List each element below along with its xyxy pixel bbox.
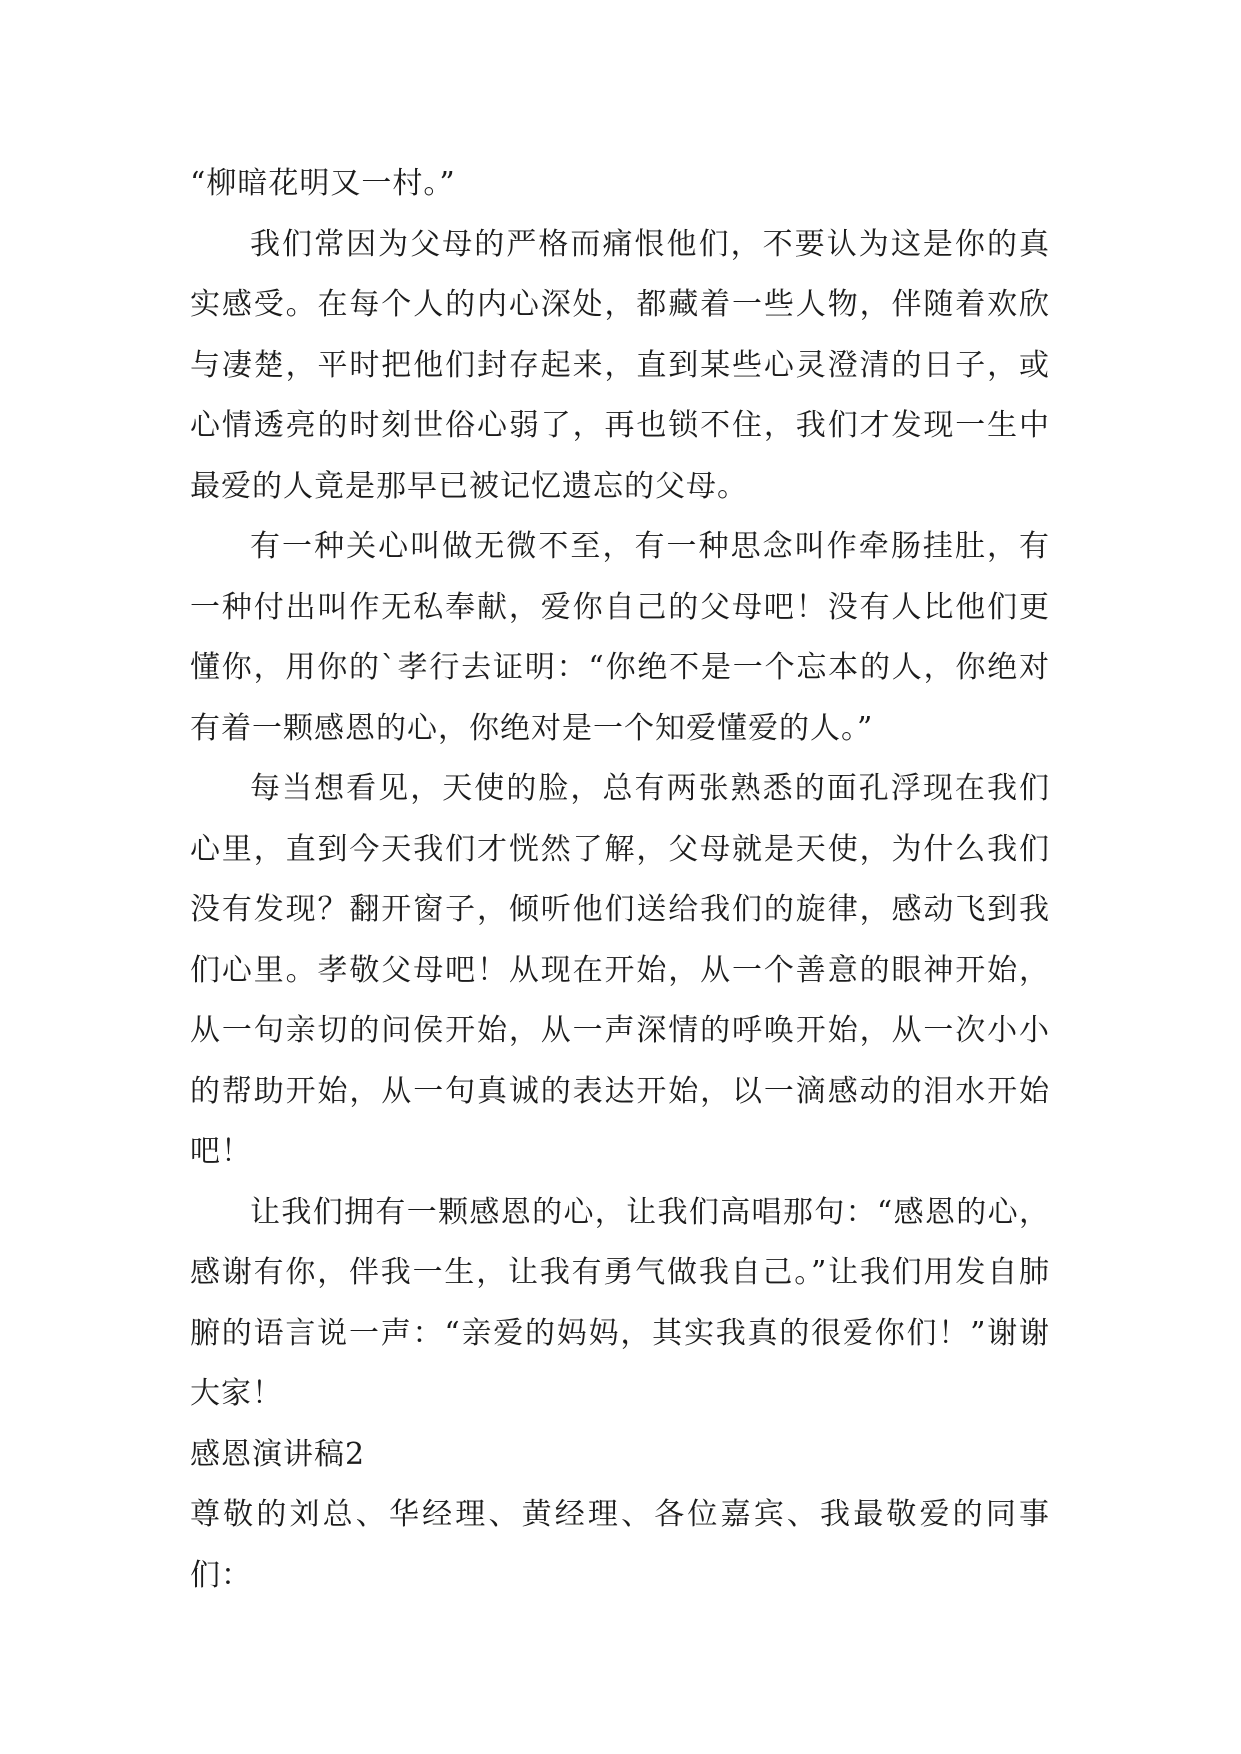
paragraph-salutation: 尊敬的刘总、华经理、黄经理、各位嘉宾、我最敬爱的同事们： — [190, 1497, 1050, 1593]
paragraph-care-and-love: 有一种关心叫做无微不至，有一种思念叫作牵肠挂肚，有一种付出叫作无私奉献，爱你自己的父母吧！没有人比他们更懂你，用你的`孝行去证明：“你绝不是一个忘本的人，你绝对有着一颗感恩的心，你绝对是一个知爱懂爱的人。” — [190, 529, 1050, 746]
paragraph-angels: 每当想看见，天使的脸，总有两张熟悉的面孔浮现在我们心里，直到今天我们才恍然了解，父母就是天使，为什么我们没有发现？翻开窗子，倾听他们送给我们的旋律，感动飞到我们心里。孝敬父母吧！从现在开始，从一个善意的眼神开始，从一句亲切的问侯开始，从一声深情的呼唤开始，从一次小小的帮助开始，从一句真诚的表达开始，以一滴感动的泪水开始吧！ — [190, 771, 1050, 1169]
paragraph-quote-line: “柳暗花明又一村。” — [190, 166, 456, 201]
paragraph-parents-feelings: 我们常因为父母的严格而痛恨他们，不要认为这是你的真实感受。在每个人的内心深处，都藏着一些人物，伴随着欢欣与凄楚，平时把他们封存起来，直到某些心灵澄清的日子，或心情透亮的时刻世俗心弱了，再也锁不住，我们才发现一生中最爱的人竟是那早已被记忆遗忘的父母。 — [190, 226, 1050, 504]
paragraph-grateful-heart: 让我们拥有一颗感恩的心，让我们高唱那句：“感恩的心，感谢有你，伴我一生，让我有勇气做我自己。”让我们用发自肺腑的语言说一声：“亲爱的妈妈，其实我真的很爱你们！”谢谢大家！ — [190, 1194, 1050, 1411]
document-body — [190, 154, 1050, 1606]
section-heading: 感恩演讲稿2 — [190, 1436, 366, 1472]
